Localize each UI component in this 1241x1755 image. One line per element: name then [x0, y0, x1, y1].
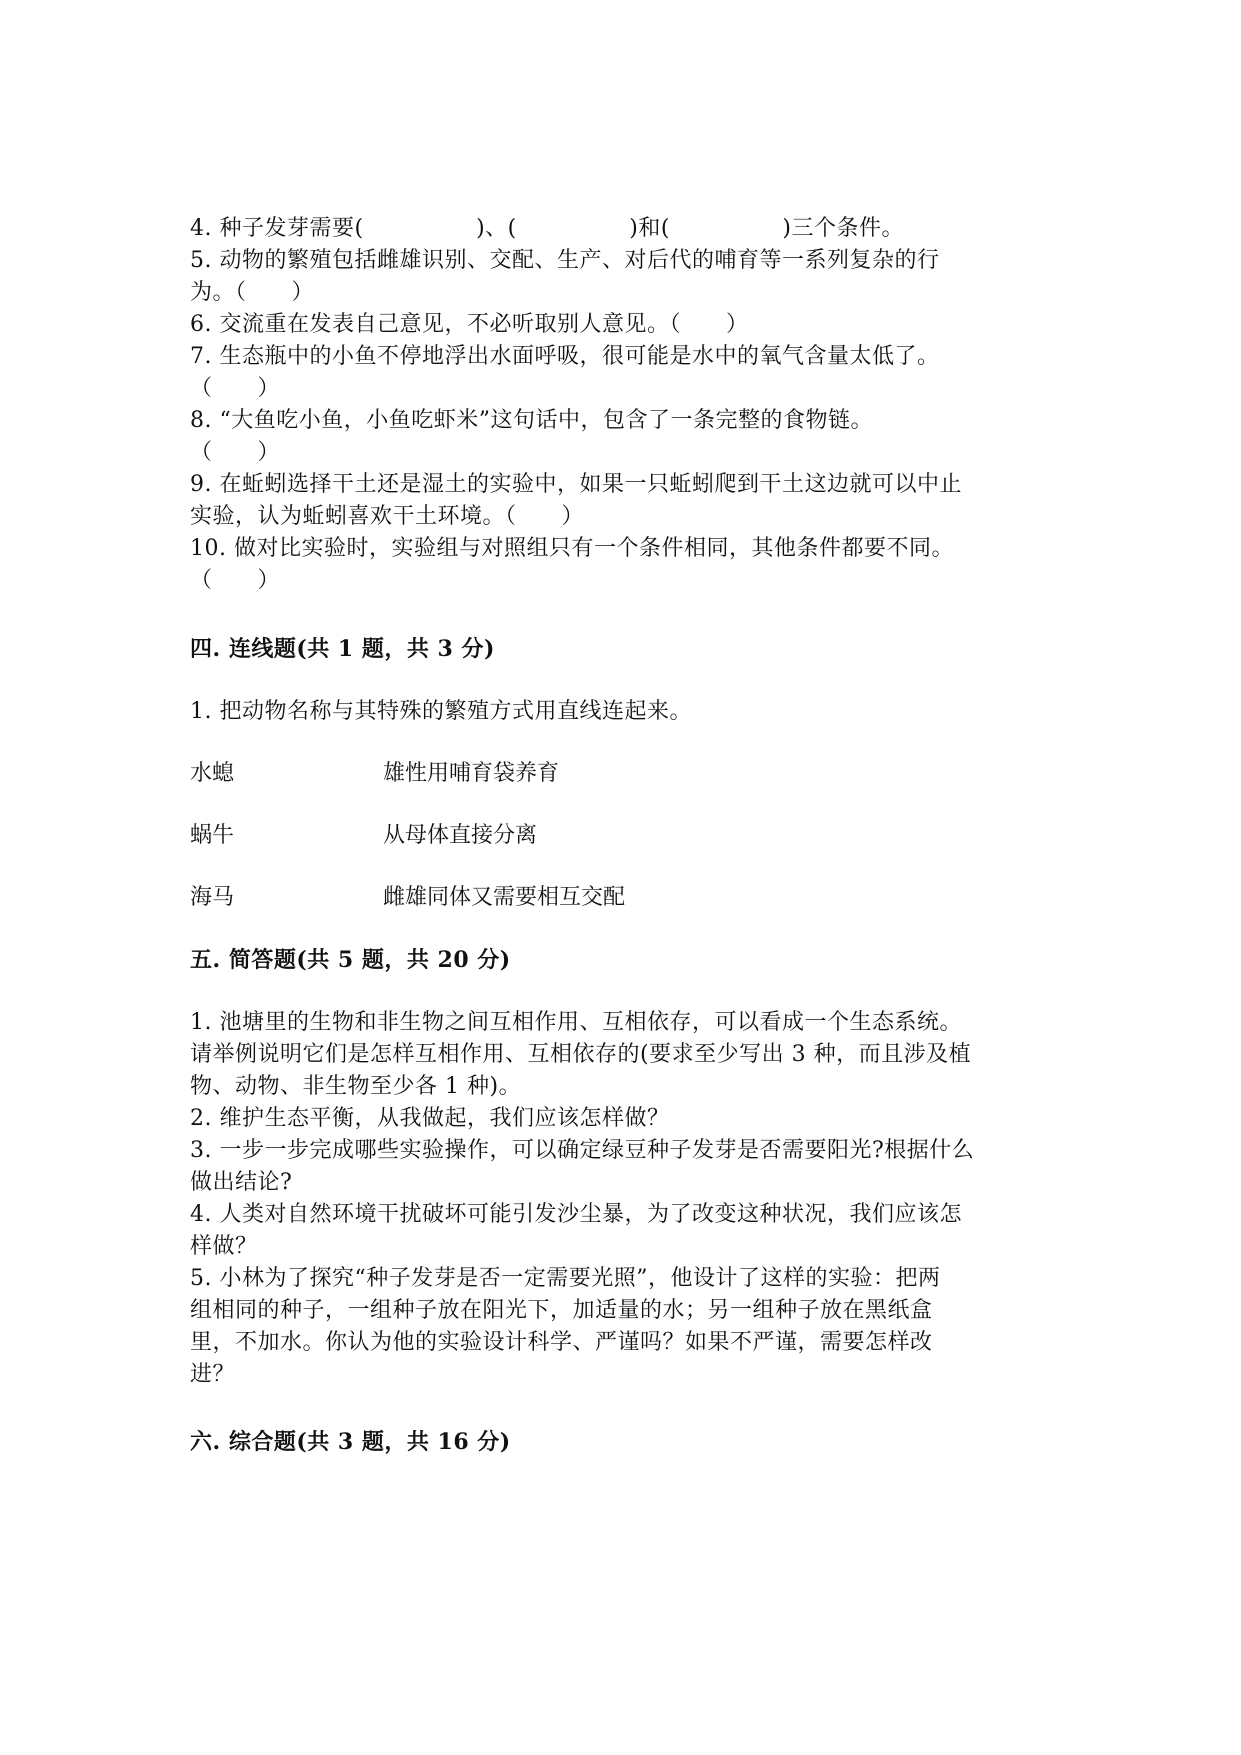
q5-3-line-2: 做出结论?	[190, 1170, 293, 1195]
section4-heading: 四. 连线题(共 1 题，共 3 分)	[190, 636, 495, 662]
q5-5-line-4: 进？	[190, 1362, 236, 1387]
q3-7-line-1: 7. 生态瓶中的小鱼不停地浮出水面呼吸，很可能是水中的氧气含量太低了。	[190, 344, 940, 369]
q5-2-line: 2. 维护生态平衡，从我做起，我们应该怎样做？	[190, 1106, 670, 1131]
q5-1-line-2: 请举例说明它们是怎样互相作用、互相依存的(要求至少写出 3 种，而且涉及植	[190, 1042, 972, 1067]
q3-9-line-1: 9. 在蚯蚓选择干土还是湿土的实验中，如果一只蚯蚓爬到干土这边就可以中止	[190, 472, 962, 497]
match-method-2: 从母体直接分离	[383, 823, 538, 848]
q3-7-line-2: （ ）	[190, 376, 281, 401]
match-method-1: 雄性用哺育袋养育	[383, 761, 560, 786]
section5-heading: 五. 简答题(共 5 题，共 20 分)	[190, 947, 511, 973]
match-method-3: 雌雄同体又需要相互交配	[383, 885, 626, 910]
q3-5-line-1: 5. 动物的繁殖包括雌雄识别、交配、生产、对后代的哺育等一系列复杂的行	[190, 248, 940, 273]
match-animal-2: 蜗牛	[190, 823, 235, 848]
q3-6-line: 6. 交流重在发表自己意见，不必听取别人意见。（ ）	[190, 312, 749, 337]
section6-heading: 六. 综合题(共 3 题，共 16 分)	[190, 1429, 511, 1455]
q3-8-line-1: 8. “大鱼吃小鱼，小鱼吃虾米”这句话中，包含了一条完整的食物链。	[190, 408, 873, 433]
q3-4-line: 4. 种子发芽需要( )、( )和( )三个条件。	[190, 216, 904, 241]
q5-1-line-1: 1. 池塘里的生物和非生物之间互相作用、互相依存，可以看成一个生态系统。	[190, 1010, 962, 1035]
q3-10-line-2: （ ）	[190, 568, 281, 593]
match-animal-3: 海马	[190, 885, 235, 910]
q3-10-line-1: 10. 做对比实验时，实验组与对照组只有一个条件相同，其他条件都要不同。	[190, 536, 954, 561]
q5-5-line-2: 组相同的种子，一组种子放在阳光下，加适量的水；另一组种子放在黑纸盒	[190, 1298, 933, 1323]
q5-4-line-2: 样做？	[190, 1234, 258, 1259]
q5-5-line-3: 里，不加水。你认为他的实验设计科学、严谨吗？如果不严谨，需要怎样改	[190, 1330, 933, 1355]
q3-8-line-2: （ ）	[190, 440, 281, 465]
q5-3-line-1: 3. 一步一步完成哪些实验操作，可以确定绿豆种子发芽是否需要阳光?根据什么	[190, 1138, 975, 1163]
q5-4-line-1: 4. 人类对自然环境干扰破坏可能引发沙尘暴，为了改变这种状况，我们应该怎	[190, 1202, 962, 1227]
q5-5-line-1: 5. 小林为了探究“种子发芽是否一定需要光照”，他设计了这样的实验：把两	[190, 1266, 941, 1291]
section4-question: 1. 把动物名称与其特殊的繁殖方式用直线连起来。	[190, 699, 692, 724]
q5-1-line-3: 物、动物、非生物至少各 1 种)。	[190, 1074, 522, 1099]
q3-9-line-2: 实验，认为蚯蚓喜欢干土环境。（ ）	[190, 504, 585, 529]
q3-5-line-2: 为。（ ）	[190, 280, 315, 305]
match-animal-1: 水螅	[190, 761, 235, 786]
